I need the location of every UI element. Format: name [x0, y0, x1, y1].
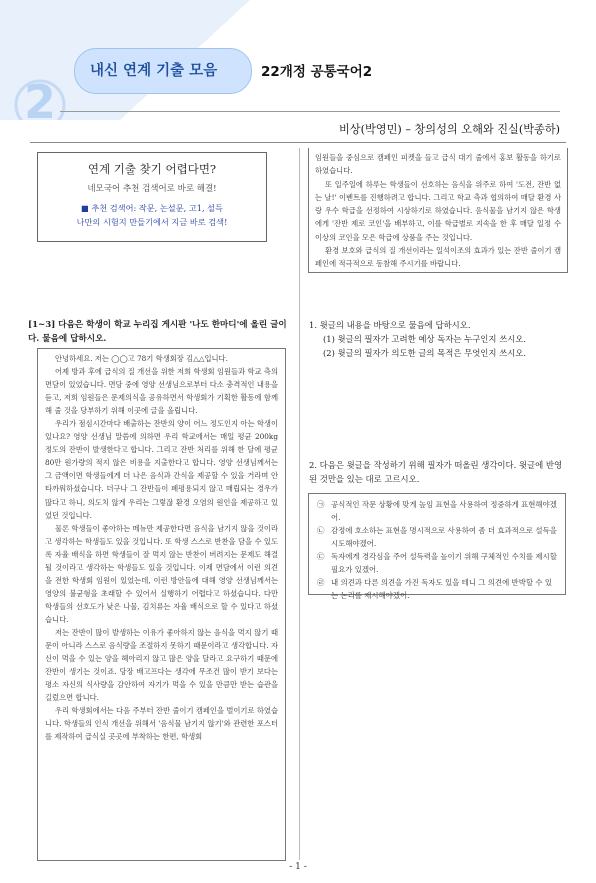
question-2-stem: 2. 다음은 윗글을 작성하기 위해 필자가 떠올린 생각이다. 윗글에 반영된 것만을 있는 대로 고르시오. — [309, 460, 563, 484]
page-number: - 1 - — [289, 862, 307, 872]
search-tip-sub: 네모국어 추천 검색어로 바로 해결! — [87, 184, 217, 194]
question-intro-text: 다음은 학생이 학교 누리집 게시판 '나도 한마디'에 올린 글이다. 물음에 답하시오. — [28, 320, 287, 344]
course-title: 22개정 공통국어2 — [261, 64, 373, 80]
header-badge-text: 내신 연계 기출 모음 — [90, 63, 218, 79]
question-2 — [309, 458, 567, 486]
passage-paragraph: 저는 잔반이 많이 발생하는 이유가 좋아하지 않는 음식을 먹지 않기 때문이 아니라 스스로 음식량을 조절하지 못하기 때문이라고 생각합니다. 자신이 먹을 수 있는 양을 헤아리지 않고 많은 양을 달라고 요구하기 때문에 잔반이 생기는 것이죠. 당장 배고프다는 생각에 무조건 많이 받기 보다는 평소 자신의 식사량을 감안하여 자기가 먹을 수 있을 만큼만 받는 습관을 길렀으면 합니다. — [45, 627, 278, 703]
passage-continuation-box — [308, 148, 568, 273]
choice-text: 감정에 호소하는 표현을 명시적으로 사용하여 좀 더 효과적으로 설득을 시도해야겠어. — [331, 526, 557, 548]
choice-item — [317, 550, 557, 576]
choice-mark: ㉢ — [317, 552, 325, 561]
passage-paragraph: 우리가 점심시간마다 배출하는 잔반의 양이 어느 정도인지 아는 학생이 있나요? 영양 선생님 말씀에 의하면 우리 학교에서는 매일 평균 200kg 정도의 잔반이 발생한다고 합니다. 그리고 잔반 처리를 위해 한 달에 평균 80만 원가량의 적지 않은 비용을 지출한다고 합니다. 영양 선생님께서는 그 금액이면 학생들에게 더 나은 음식과 간식을 제공할 수 있을 거라며 안타까워하셨습니다. 더구나 그 잔반들이 폐평용되지 않고 매립되는 경우가 많다고 하니, 의도치 않게 우리는 그렇잖 환경 오염의 원인을 제공하고 있었던 것입니다. — [45, 419, 278, 520]
choice-text: 내 의견과 다른 의견을 가진 독자도 있을 테니 그 의견에 반박할 수 있는 논리를 제시해야겠어. — [331, 578, 552, 600]
choice-text: 공식적인 작문 상황에 맞게 높임 표현을 사용하여 정중하게 표현해야겠어. — [331, 500, 557, 522]
passage-paragraph: 우리 학생회에서는 다음 주부터 잔반 줄이기 캠페인을 벌이기로 하였습니다. 학생들의 인식 개선을 위해서 '음식물 남기지 않기'와 관련한 포스터를 제작하여 급식실 곳곳에 부착하는 한편, 학생회 — [45, 706, 278, 742]
search-tip-foot: 나만의 시험지 만들기에서 지금 바로 검색! — [76, 217, 228, 227]
svg-text:2: 2 — [24, 75, 57, 120]
passage-paragraph: 물론 학생들이 좋아하는 메뉴만 제공한다면 음식을 남기지 않을 것이라고 생각하는 학생들도 있을 것입니다. 또 학생 스스로 반찬을 담을 수 있도록 자율 배식을 하면 학생들이 잘 먹지 않는 반찬이 버려지는 문제도 해결될 것이라고 생각하는 학생들도 있을 것입니다. 이제 면담에서 이런 의견을 전한 학생회 임원이 있었는데, 이런 방안들에 대해 영양 선생님께서는 영양의 불균형을 초래할 수 있어서 실행하기 어렵다고 하셨습니다. 다만 학생들의 선호도가 낮은 나물, 김치류는 자율 배식으로 할 수 있다고 하셨습니다. — [45, 523, 278, 624]
search-tip-keywords: ■ 추천 검색어: 작문, 논설문, 고1, 설득 — [81, 203, 223, 213]
search-tip-box — [37, 152, 267, 242]
choice-item — [317, 498, 557, 524]
question-range: [1~3] — [28, 320, 56, 330]
choice-mark: ㉣ — [317, 578, 325, 587]
passage-paragraph: 또 일주일에 하루는 학생들이 선호하는 음식을 위주로 하여 '도전, 잔반 없는 날!' 이벤트를 진행하려고 합니다. 그리고 학교 측과 협의하여 매달 환경 사랑 우수 학급을 선정하여 시상하기로 하였습니다. 음식물을 남기지 않은 학생에게 '잔반 제로 코인'을 배부하고, 이를 학급별로 지속을 한 후 매달 일정 수 이상의 코인을 모은 학급에 상품을 주는 것입니다. — [315, 179, 561, 242]
lesson-subtitle: 비상(박영민) – 창의성의 오해와 진실(박종하) — [339, 123, 560, 136]
search-tip-title: 연계 기출 찾기 어렵다면? — [87, 162, 217, 176]
choice-mark: ㉠ — [317, 500, 325, 509]
question-1-item: (2) 윗글의 필자가 의도한 글의 목적은 무엇인지 쓰시오. — [323, 348, 527, 358]
choice-item — [317, 576, 557, 602]
choice-item — [317, 524, 557, 550]
passage-paragraph: 환경 보호와 급식의 질 개선이라는 일석이조의 효과가 있는 잔반 줄이기 캠페인에 적극적으로 동참해 주시기를 바랍니다. — [315, 246, 561, 269]
question-set-intro — [28, 318, 290, 346]
subtitle-rule — [30, 142, 566, 143]
passage-paragraph: 어제 방과 후에 급식의 질 개선을 위한 저희 학생회 임원들과 학교 측의 면담이 있었습니다. 면담 중에 영양 선생님으로부터 다소 충격적인 내용을 듣고, 저희 임원들은 문제의식을 공유하면서 학생회가 기획한 활동에 함께해 줄 것을 당부하기 위해 이곳에 글을 올립니다. — [45, 367, 278, 416]
question-1 — [309, 318, 567, 360]
passage-box — [37, 348, 286, 861]
question-2-choices-box — [308, 493, 566, 600]
header-rule — [60, 111, 560, 112]
passage-paragraph: 임원들을 중심으로 캠페인 피켓을 들고 급식 대기 줄에서 홍보 활동을 하기로 하였습니다. — [315, 153, 561, 176]
choice-mark: ㉡ — [317, 526, 325, 535]
column-divider — [299, 148, 300, 860]
question-1-stem: 1. 윗글의 내용을 바탕으로 물음에 답하시오. — [309, 320, 471, 330]
choice-text: 독자에게 경각심을 주어 설득력을 높이기 위해 구체적인 수치를 제시할 필요가 있겠어. — [331, 552, 557, 574]
passage-paragraph: 안녕하세요. 저는 ◯◯고 78기 학생회장 김△△입니다. — [55, 354, 228, 363]
question-1-item: (1) 윗글의 필자가 고려한 예상 독자는 누구인지 쓰시오. — [323, 334, 527, 344]
